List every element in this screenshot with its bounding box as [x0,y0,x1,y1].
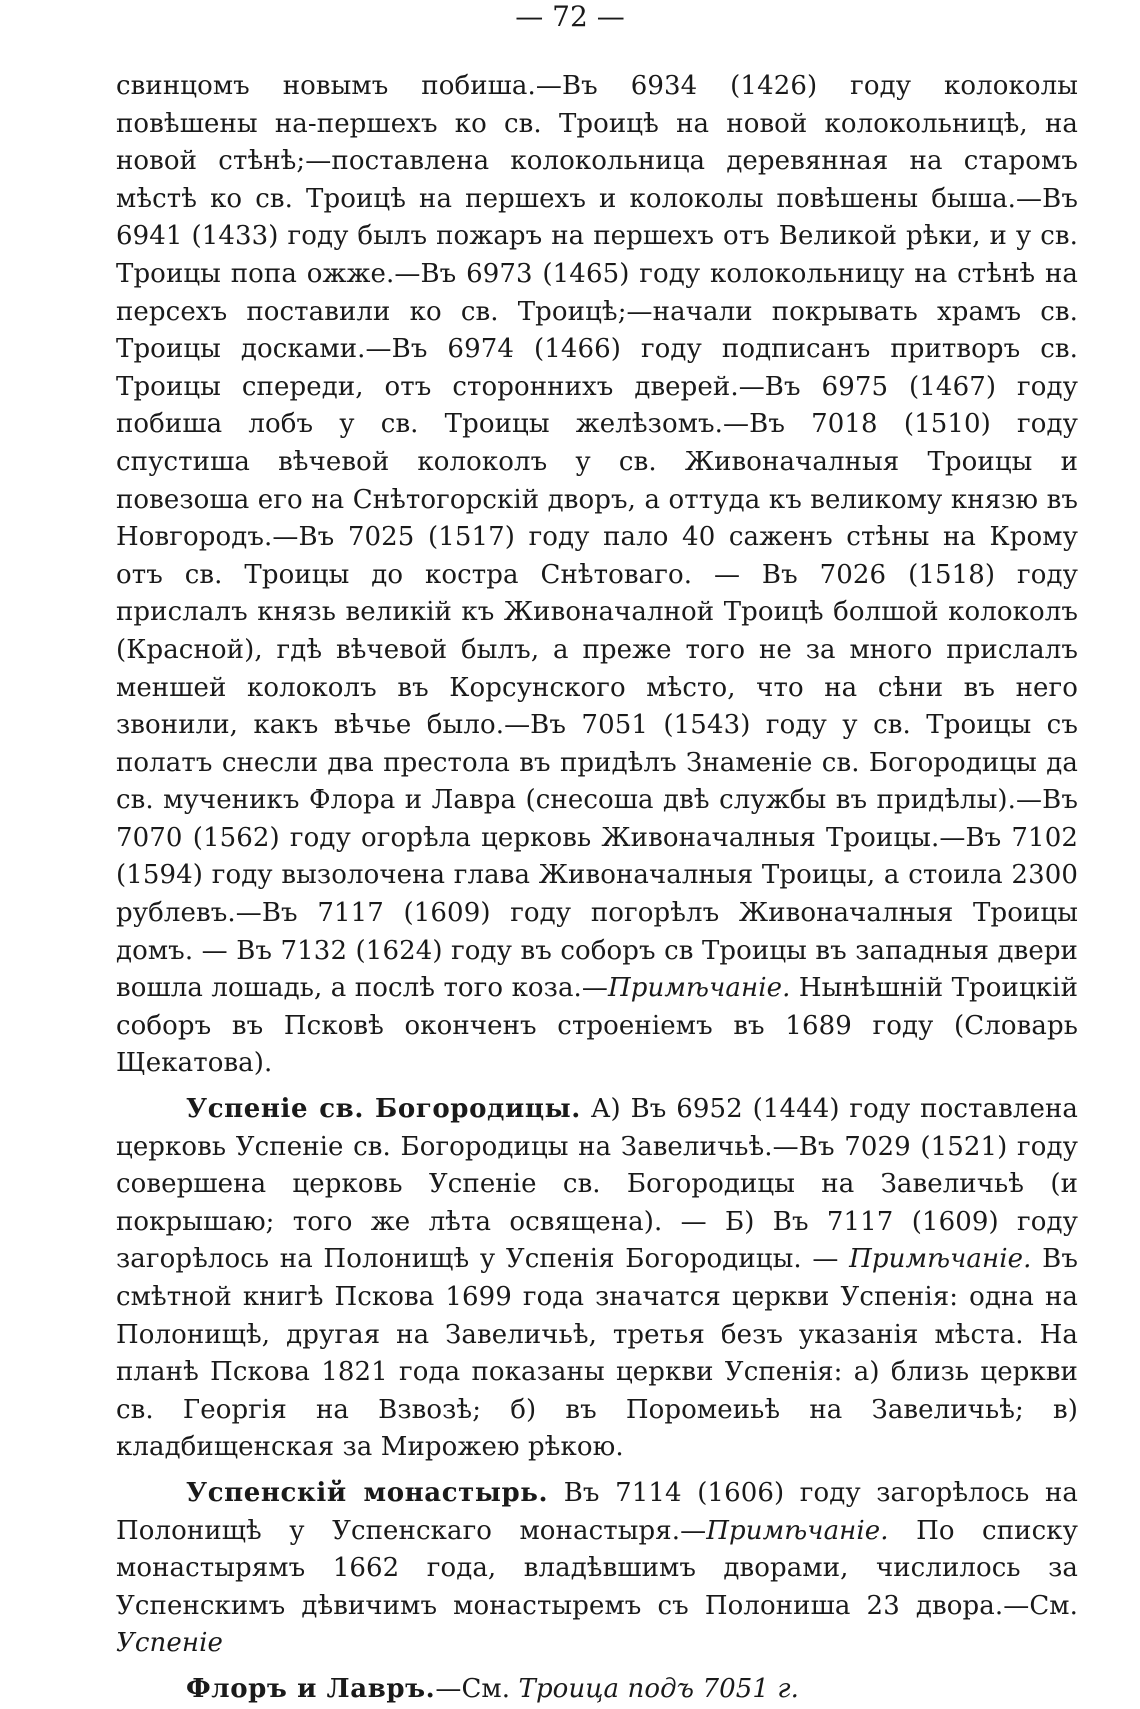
page-body [116,68,1078,1709]
entry-flor-lavr [116,1671,1078,1709]
flor-see-reference: Троица подъ 7051 г. [518,1673,799,1704]
monastery-text-2: По списку монастырямъ 1662 года, владѣвшимъ дворами, числилось за Успенскимъ дѣвичимъ монастыремъ съ Полониша 23 двора.—См. [116,1515,1078,1621]
monastery-note-label: Примѣчаніе. [706,1515,889,1546]
entry-heading-monastery: Успенскій монастырь. [186,1477,549,1508]
entry-uspenie [116,1091,1078,1467]
trinity-continuation-paragraph [116,68,1078,1083]
trinity-note-label: Примѣчаніе. [608,973,791,1004]
uspenie-text-1: А) Въ 6952 (1444) году поставлена церковь Успеніе св. Богородицы на Завеличьѣ.—Въ 7029 (1521) году совершена церковь Успеніе св. Богородицы на Завеличьѣ (и покрышаю; того же лѣта освящена). — Б) Въ 7117 (1609) году загорѣлось на Полонищѣ у Успенія Богородицы. — [116,1094,1078,1275]
flor-text-1: —См. [435,1673,519,1704]
page-number: — 72 — [515,0,625,33]
trinity-note-text: Нынѣшній Троицкій соборъ въ Псковѣ оконченъ строеніемъ въ 1689 году (Словарь Щекатова). [116,973,1078,1079]
entry-uspensky-monastery [116,1475,1078,1663]
monastery-text-1: Въ 7114 (1606) году загорѣлось на Полонищѣ у Успенскаго монастыря.— [116,1477,1078,1546]
trinity-chronicle-text: свинцомъ новымъ побиша.—Въ 6934 (1426) году колоколы повѣшены на-першехъ ко св. Троицѣ на новой колокольницѣ, на новой стѣнѣ;—поставлена колокольница деревянная на старомъ мѣстѣ ко св. Троицѣ на першехъ и колоколы повѣшены быша.—Въ 6941 (1433) году былъ пожаръ на першехъ отъ Великой рѣки, и у св. Троицы попа ожже.—Въ 6973 (1465) году колокольницу на стѣнѣ на персехъ поставили ко св. Троицѣ;—начали покрывать храмъ св. Троицы досками.—Въ 6974 (1466) году подписанъ притворъ св. Троицы спереди, отъ стороннихъ дверей.—Въ 6975 (1467) году побиша лобъ у св. Троицы желѣзомъ.—Въ 7018 (1510) году спустиша вѣчевой колоколъ у св. Живоначалныя Троицы и повезоша его на Снѣтогорскій дворъ, а оттуда къ великому князю въ Новгородъ.—Въ 7025 (1517) году пало 40 саженъ стѣны на Крому отъ св. Троицы до костра Снѣтоваго. — Въ 7026 (1518) году прислалъ князь великій къ Живоначалной Троицѣ болшой колоколъ (Красной), гдѣ вѣчевой былъ, а преже того не за много прислалъ меншей колоколъ въ Корсунского мѣсто, что на сѣни въ него звонили, какъ вѣчье было.—Въ 7051 (1543) году у св. Троицы съ полатъ снесли два престола въ придѣлъ Знаменіе св. Богородицы да св. мученикъ Флора и Лавра (снесоша двѣ службы въ придѣлы).—Въ 7070 (1562) году огорѣла церковь Живоначалныя Троицы.—Въ 7102 (1594) году вызолочена глава Живоначалныя Троицы, а стоила 2300 рублевъ.—Въ 7117 (1609) году погорѣлъ Живоначалныя Троицы домъ. — Въ 7132 (1624) году въ соборъ св Троицы въ западныя двери вошла лошадь, а послѣ того коза.— [116,71,1078,1004]
monastery-see-reference: Успеніе [116,1628,224,1659]
entry-heading-uspenie: Успеніе св. Богородицы. [186,1094,581,1125]
uspenie-note-label: Примѣчаніе. [849,1244,1032,1275]
entry-heading-flor-lavr: Флоръ и Лавръ. [186,1673,436,1704]
uspenie-text-2: Въ смѣтной книгѣ Пскова 1699 года значатся церкви Успенія: одна на Полонищѣ, другая на Завеличьѣ, третья безъ указанія мѣста. На планѣ Пскова 1821 года показаны церкви Успенія: а) близь церкви св. Георгія на Взвозѣ; б) въ Поромеиьѣ на Завеличьѣ; в) кладбищенская за Мирожею рѣкою. [116,1244,1078,1463]
